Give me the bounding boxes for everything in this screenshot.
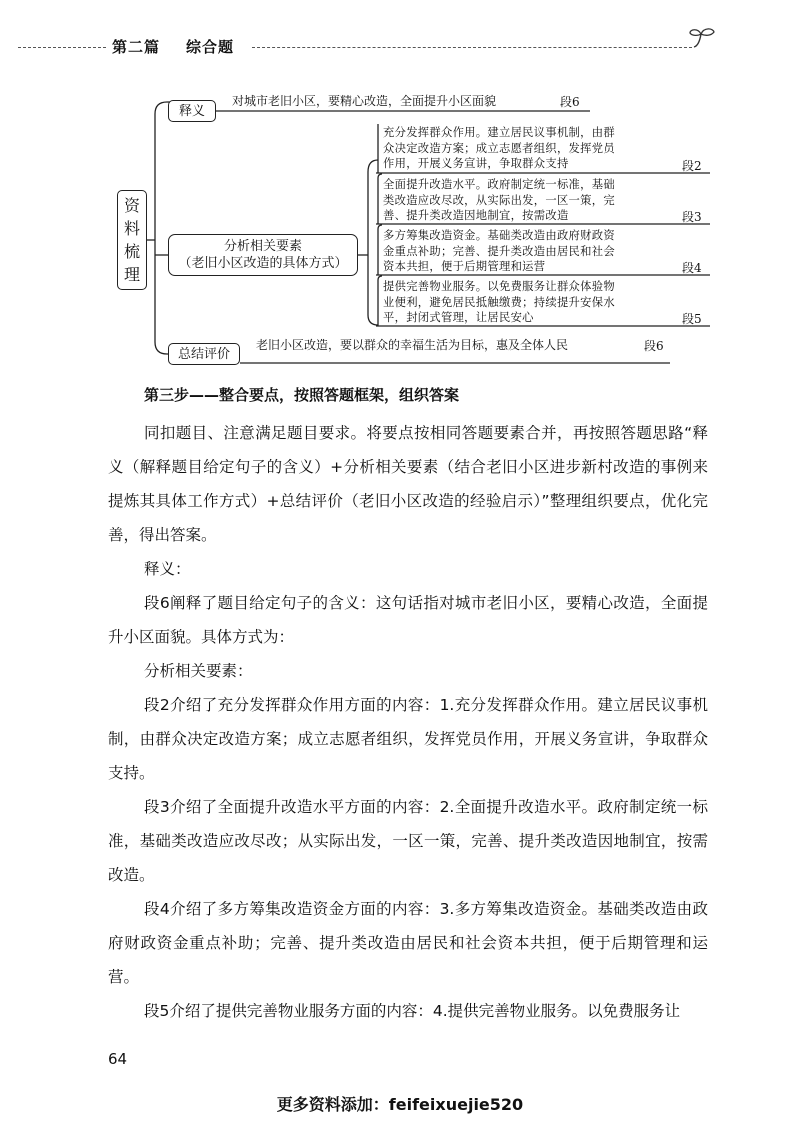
summary-content: 老旧小区改造，要以群众的幸福生活为目标，惠及全体人民: [256, 338, 569, 352]
analysis-leaf-3: [383, 228, 708, 275]
leaf-2-line-2: 类改造应改尽改，从实际出发，一区一策，完: [383, 193, 615, 207]
root-char-1: 资: [123, 196, 140, 215]
summary-para: 段6: [644, 339, 664, 353]
paragraph-3: 段6阐释了题目给定句子的含义：这句话指对城市老旧小区，要精心改造，全面提升小区面貌。具体方式为：: [108, 594, 708, 646]
leaf-2-line-1: 全面提升改造水平。政府制定统一标准，基础: [383, 178, 615, 191]
leaf-4-para: 段5: [682, 312, 702, 326]
leaf-1-line-1: 充分发挥群众作用。建立居民议事机制，由群: [383, 126, 615, 139]
footer-note: 更多资料添加：feifeixuejie520: [276, 1095, 524, 1114]
root-char-4: 理: [123, 265, 140, 284]
summary-tag: 总结评价: [168, 343, 240, 365]
shiyi-para: 段6: [560, 95, 580, 109]
paragraph-2: 释义：: [144, 560, 191, 578]
mindmap-root: [117, 190, 147, 290]
leaf-4-line-3: 平，封闭式管理，让居民安心: [383, 311, 534, 324]
paragraph-5: 段2介绍了充分发挥群众作用方面的内容：1.充分发挥群众作用。建立居民议事机制，由群众决定改造方案；成立志愿者组织，发挥党员作用，开展义务宣讲，争取群众支持。: [108, 696, 708, 782]
root-char-2: 料: [123, 219, 140, 238]
header-part: 第二篇: [112, 38, 161, 56]
paragraph-4: 分析相关要素：: [144, 662, 253, 680]
leaf-3-line-3: 资本共担，便于后期管理和运营: [383, 260, 546, 273]
leaf-1-line-3: 作用，开展义务宣讲，争取群众支持: [383, 157, 569, 170]
paragraph-1: 同扣题目、注意满足题目要求。将要点按相同答题要素合并，再按照答题思路“释义（解释题目给定句子的含义）+分析相关要素（结合老旧小区进步新村改造的事例来提炼其具体工作方式）+总结评价（老旧小区改造的经验启示）”整理组织要点，优化完善，得出答案。: [108, 424, 708, 544]
page-number: 64: [108, 1050, 128, 1068]
leaf-3-line-2: 金重点补助；完善、提升类改造由居民和社会: [383, 244, 615, 258]
analysis-label-line1: 分析相关要素: [223, 239, 302, 254]
leaf-2-para: 段3: [682, 210, 702, 224]
leaf-3-line-1: 多方筹集改造资金。基础类改造由政府财政资: [383, 229, 615, 242]
header-section: 综合题: [186, 38, 235, 56]
leaf-3-para: 段4: [682, 261, 702, 275]
leaf-2-line-3: 善、提升类改造因地制宜，按需改造: [383, 209, 569, 222]
paragraph-7: 段4介绍了多方筹集改造资金方面的内容：3.多方筹集改造资金。基础类改造由政府财政资金重点补助；完善、提升类改造由居民和社会资本共担，便于后期管理和运营。: [108, 900, 708, 986]
paragraph-8: 段5介绍了提供完善物业服务方面的内容：4.提供完善物业服务。以免费服务让: [144, 1002, 681, 1020]
step-heading: 第三步——整合要点，按照答题框架，组织答案: [144, 386, 460, 404]
shiyi-tag: 释义: [168, 100, 216, 122]
shiyi-content: 对城市老旧小区，要精心改造，全面提升小区面貌: [232, 94, 497, 108]
leaf-4-line-1: 提供完善物业服务。以免费服务让群众体验物: [383, 280, 615, 293]
root-char-3: 梳: [123, 242, 140, 261]
leaf-1-line-2: 众决定改造方案；成立志愿者组织，发挥党员: [383, 141, 615, 155]
analysis-leaf-1: [383, 125, 708, 172]
analysis-label-line2: （老旧小区改造的具体方式）: [178, 256, 348, 271]
leaf-4-line-2: 业便利，避免居民抵触缴费；持续提升安保水: [383, 295, 615, 309]
analysis-leaf-2: [383, 177, 708, 224]
paragraph-6: 段3介绍了全面提升改造水平方面的内容：2.全面提升改造水平。政府制定统一标准，基础类改造应改尽改；从实际出发，一区一策，完善、提升类改造因地制宜，按需改造。: [108, 798, 708, 884]
leaf-1-para: 段2: [682, 159, 702, 173]
analysis-leaf-4: [383, 279, 708, 326]
analysis-tag: [168, 234, 358, 276]
